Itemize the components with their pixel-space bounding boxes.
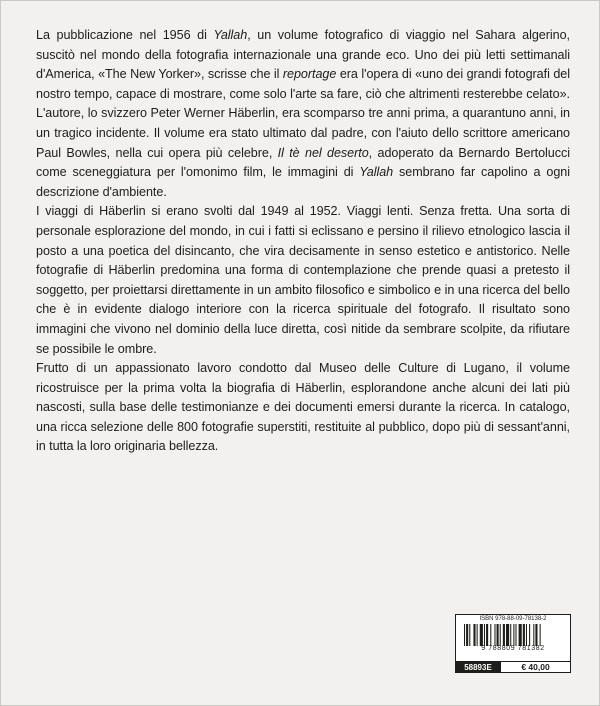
barcode-icon — [464, 624, 564, 646]
product-code: 58893E — [455, 661, 501, 673]
back-cover-blurb — [36, 26, 570, 457]
blurb-text: Frutto di un appassionato lavoro condotto dal Museo delle Culture di Lugano, il volume ricostruisce per la prima volta la biografia di Häberlin, esplorandone anche alcuni dei lati più nascosti, sulla base delle testimonianze e dei documenti emersi durante la ricerca. In catalogo, una ricca selezione delle 800 fotografie superstiti, restituite al pubblico, dopo più di sessant'anni, in tutta la loro originaria bellezza. — [36, 361, 570, 454]
blurb-text: , un volume fotografico di viaggio nel Sahara algerino, suscitò nel mondo della fotografia internazionale una grande eco. Uno dei più letti settimanali d'America, «The New Yorker», scrisse che il — [36, 28, 570, 82]
blurb-text: sembrano far capolino a ogni descrizione d'ambiente. — [36, 165, 570, 199]
blurb-text: I viaggi di Häberlin si erano svolti dal 1949 al 1952. Viaggi lenti. Senza fretta. Una sorta di personale esplorazione del mondo, in cui i fatti si eclissano e persino il rilievo etnologico lascia il posto a una poetica del disincanto, che vira decisamente in senso estetico e antistorico. Nelle fotografie di Häberlin predomina una forma di contemplazione che prende quasi a pretesto il soggetto, per proiettarsi direttamente in un ambito filosofico e simbolico e in una ricerca del bello che è in evidente dialogo interiore con la ricerca spirituale del fotografo. Il risultato sono immagini che vivono nel dominio della luce diretta, così nitide da sembrare scolpite, da rifiutare se possibile le ombre. — [36, 204, 570, 356]
price-row — [455, 661, 571, 673]
italic-title-text: Yallah — [359, 165, 394, 180]
italic-title-text: Il tè nel deserto — [277, 145, 369, 160]
blurb-text: era l'opera di «uno dei grandi fotografi del nostro tempo, capace di mostrare, come solo l'arte sa fare, ciò che altrimenti resterebbe celato». L'autore, lo svizzero Peter Werner Häberlin, era scomparso tre anni prima, a quarantuno anni, in un tragico incidente. Il volume era stato ultimato dal padre, con l'aiuto dello scrittore americano Paul Bowles, nella cui opera più celebre, — [36, 67, 570, 160]
ean-digits: 9 788809 781382 — [481, 645, 545, 652]
italic-title-text: reportage — [282, 67, 337, 82]
blurb-paragraph-1 — [36, 26, 570, 202]
isbn-label: ISBN 978-88-09-78138-2 — [479, 616, 547, 622]
price-label: € 40,00 — [501, 661, 571, 673]
blurb-text: La pubblicazione nel 1956 di — [36, 28, 214, 42]
blurb-paragraph-2 — [36, 202, 570, 359]
blurb-text: , adoperato da Bernardo Bertolucci come sceneggiatura per l'omonimo film, le immagini di — [36, 145, 570, 180]
italic-title-text: Yallah — [213, 28, 248, 42]
blurb-paragraph-3 — [36, 359, 570, 457]
barcode-box — [455, 614, 571, 662]
